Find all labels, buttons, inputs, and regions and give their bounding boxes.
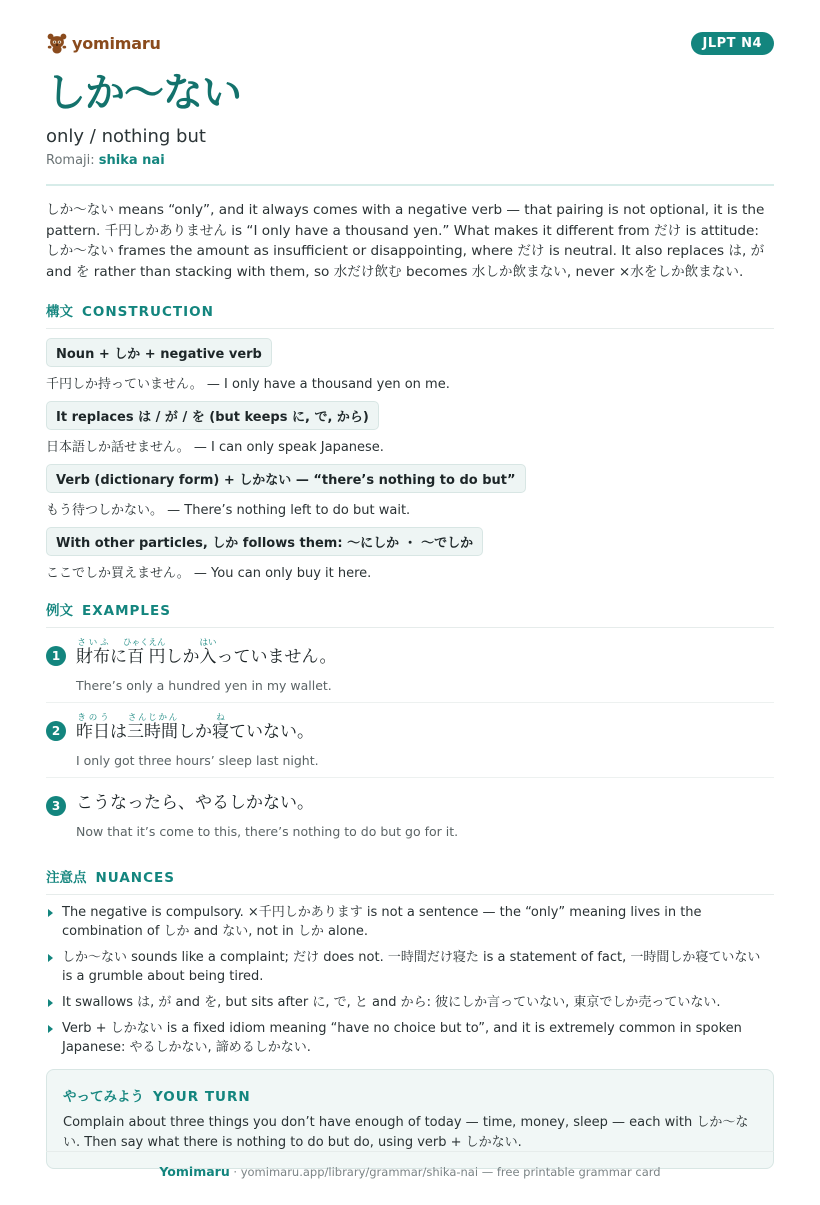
your-turn-heading [63,1085,757,1105]
example-item [46,628,774,703]
your-turn-text: Complain about three things you don’t have enough of today — time, money, sleep — each with しか〜ない. Then say what there is nothing to do but do, using verb + しかない. [63,1115,749,1150]
construction-pattern: It replaces は / が / を (but keeps に, で, から) [46,401,379,430]
subtitle: only / nothing but [46,126,206,147]
your-turn-heading-jp: やってみよう [63,1089,144,1105]
construction-heading [46,300,774,320]
construction-pattern: Noun + しか + negative verb [46,338,272,367]
furigana-reading: さんじかん [127,713,178,723]
construction-example: ここでしか買えません。 — You can only buy it here. [46,566,372,581]
example-item [46,703,774,778]
nuances-divider [46,894,774,895]
furigana-reading: きのう [76,713,110,723]
top-bar [46,28,774,58]
furigana-word: 三時間さんじかん [127,713,178,742]
sentence-text: に [110,647,127,667]
bullet-triangle-icon [48,1025,53,1033]
furigana-word: 百ひゃく [123,638,149,667]
header-divider [46,184,774,186]
sentence-text: こうなったら、やるしかない。 [76,793,314,813]
nuances-heading-en: NUANCES [95,870,175,886]
construction-item [46,464,774,518]
romaji-label: Romaji: [46,153,95,168]
example-translation: I only got three hours’ sleep last night. [76,753,319,768]
furigana-reading: さいふ [76,638,110,648]
nuance-item [46,993,774,1012]
example-number: 3 [46,796,66,816]
construction-heading-en: CONSTRUCTION [82,304,214,320]
example-body [76,713,319,768]
nuances-list [46,903,774,1057]
construction-example: 日本語しか話せません。 — I can only speak Japanese. [46,440,384,455]
brand-name: yomimaru [72,33,161,53]
your-turn-box [46,1069,774,1169]
footer-divider [46,1151,774,1152]
intro-paragraph: しか〜ない means “only”, and it always comes with a negative verb — that pairing is not optional, it is the pattern. 千円しかありません is “I only have a thousand yen.” What makes it different from だけ is attitude: しか〜ない frames the amount as insufficient or disappointing, where だけ is neutral. It also replaces は, が and を rather than stacking with them, so 水だけ飲む becomes 水しか飲まない, never ×水をしか飲まない. [46,202,765,280]
page-title: しか〜ない [46,70,241,116]
examples-heading [46,599,774,619]
footer [46,1164,774,1179]
construction-item [46,527,774,581]
examples-heading-en: EXAMPLES [82,603,171,619]
furigana-word: 昨日きのう [76,713,110,742]
construction-item [46,338,774,392]
construction-pattern: Verb (dictionary form) + しかない — “there’s nothing to do but” [46,464,526,493]
your-turn-heading-en: YOUR TURN [153,1089,251,1105]
example-translation: Now that it’s come to this, there’s nothing to do but go for it. [76,824,459,839]
bullet-triangle-icon [48,954,53,962]
construction-pattern: With other particles, しか follows them: 〜にしか ・ 〜でしか [46,527,483,556]
construction-example: もう待つしかない。 — There’s nothing left to do but wait. [46,503,411,518]
furigana-word: 財布さいふ [76,638,110,667]
example-translation: There’s only a hundred yen in my wallet. [76,678,332,693]
example-japanese [76,713,319,747]
level-badge: JLPT N4 [691,32,774,55]
example-number: 2 [46,721,66,741]
sentence-text: しか [165,647,200,667]
construction-heading-jp: 構文 [46,304,73,320]
construction-item [46,401,774,455]
example-body [76,788,458,839]
nuance-text: The negative is compulsory. ×千円しかあります is not a sentence — the “only” meaning lives in the combination of しか and ない, not in しか alone. [62,905,702,939]
romaji-line [46,153,774,168]
construction-example: 千円しか持っていません。 — I only have a thousand yen on me. [46,377,450,392]
example-body [76,638,337,693]
romaji-value: shika nai [98,153,165,168]
examples-heading-jp: 例文 [46,603,73,619]
footer-brand: Yomimaru [159,1164,230,1179]
furigana-reading: ひゃく [123,638,149,648]
furigana-reading: ね [212,713,229,723]
footer-text: · yomimaru.app/library/grammar/shika-nai — free printable grammar card [229,1165,661,1179]
nuance-item [46,903,774,941]
examples-list [46,628,774,848]
brand [46,32,161,54]
nuances-heading [46,866,774,886]
example-japanese [76,788,458,818]
nuance-text: It swallows は, が and を, but sits after に, で, と and から: 彼にしか言っていない, 東京でしか売っていない. [62,995,721,1010]
bullet-triangle-icon [48,999,53,1007]
furigana-reading: えん [148,638,166,648]
nuance-item [46,948,774,986]
sentence-text: ていない。 [229,722,314,742]
sentence-text: は [110,722,127,742]
bullet-triangle-icon [48,909,53,917]
sentence-text: っていません。 [216,647,337,667]
example-item [46,778,774,848]
grammar-card [46,28,774,1169]
example-number: 1 [46,646,66,666]
sentence-text: しか [178,722,212,742]
nuance-item [46,1019,774,1057]
furigana-reading: はい [199,638,217,648]
furigana-word: 寝ね [212,713,229,742]
example-japanese [76,638,337,672]
nuance-text: しか〜ない sounds like a complaint; だけ does not. 一時間だけ寝た is a statement of fact, 一時間しか寝ていない is a grumble about being tired. [62,950,761,984]
furigana-word: 円えん [148,638,166,667]
nuances-heading-jp: 注意点 [46,870,87,886]
tanuki-logo-icon [46,32,68,54]
furigana-word: 入はい [199,638,217,667]
nuance-text: Verb + しかない is a fixed idiom meaning “have no choice but to”, and it is extremely common in spoken Japanese: やるしかない, 諦めるしかない. [62,1021,742,1055]
construction-divider [46,328,774,329]
